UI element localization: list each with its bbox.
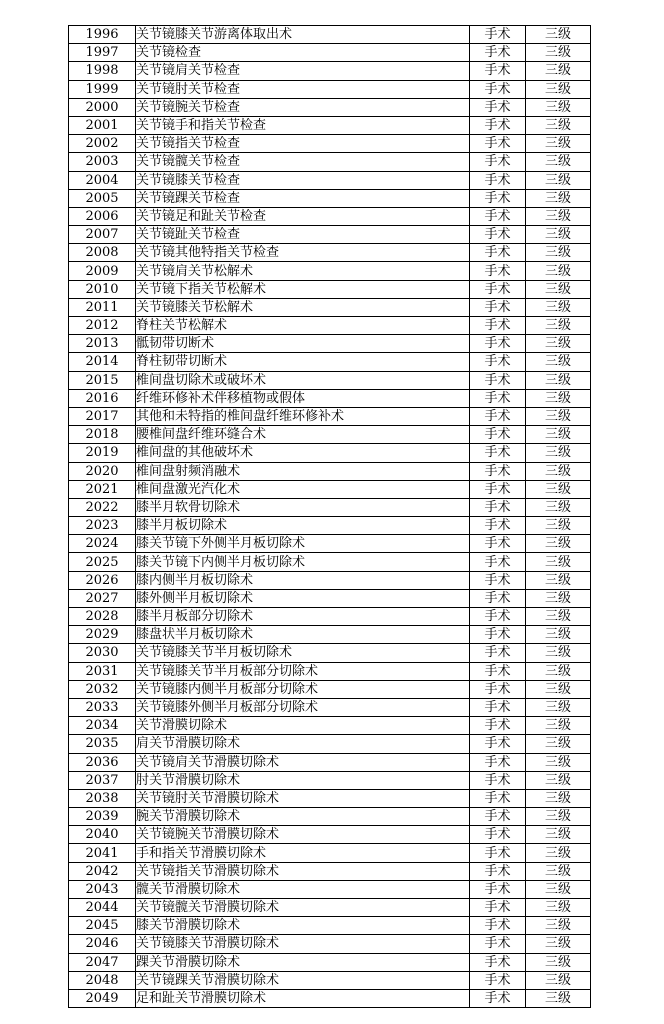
procedure-type-cell: 手术 [470, 844, 526, 862]
row-number-cell: 2010 [69, 280, 136, 298]
procedure-name-cell: 足和趾关节滑膜切除术 [136, 989, 470, 1007]
table-row [69, 662, 591, 680]
procedure-name-cell: 关节镜髋关节检查 [136, 153, 470, 171]
procedure-level-cell: 三级 [526, 335, 591, 353]
row-number-cell: 2047 [69, 953, 136, 971]
table-row [69, 371, 591, 389]
row-number-cell: 2013 [69, 335, 136, 353]
table-row [69, 226, 591, 244]
procedure-type-cell: 手术 [470, 262, 526, 280]
procedure-level-cell: 三级 [526, 717, 591, 735]
procedure-type-cell: 手术 [470, 389, 526, 407]
row-number-cell: 2020 [69, 462, 136, 480]
row-number-cell: 1996 [69, 26, 136, 44]
row-number-cell: 2042 [69, 862, 136, 880]
procedure-level-cell: 三级 [526, 280, 591, 298]
procedure-type-cell: 手术 [470, 98, 526, 116]
procedure-type-cell: 手术 [470, 498, 526, 516]
procedure-type-cell: 手术 [470, 226, 526, 244]
procedure-type-cell: 手术 [470, 116, 526, 134]
procedure-level-cell: 三级 [526, 771, 591, 789]
row-number-cell: 2046 [69, 935, 136, 953]
procedure-type-cell: 手术 [470, 880, 526, 898]
row-number-cell: 2040 [69, 826, 136, 844]
procedure-type-cell: 手术 [470, 371, 526, 389]
procedure-level-cell: 三级 [526, 935, 591, 953]
procedure-level-cell: 三级 [526, 626, 591, 644]
procedure-name-cell: 踝关节滑膜切除术 [136, 953, 470, 971]
procedure-level-cell: 三级 [526, 989, 591, 1007]
row-number-cell: 2038 [69, 789, 136, 807]
row-number-cell: 2043 [69, 880, 136, 898]
row-number-cell: 2028 [69, 608, 136, 626]
procedure-level-cell: 三级 [526, 353, 591, 371]
procedure-name-cell: 关节镜指关节滑膜切除术 [136, 862, 470, 880]
procedure-level-cell: 三级 [526, 80, 591, 98]
table-row [69, 280, 591, 298]
row-number-cell: 2025 [69, 553, 136, 571]
row-number-cell: 2048 [69, 971, 136, 989]
row-number-cell: 2033 [69, 698, 136, 716]
procedure-level-cell: 三级 [526, 135, 591, 153]
row-number-cell: 2001 [69, 116, 136, 134]
procedure-level-cell: 三级 [526, 808, 591, 826]
table-row [69, 335, 591, 353]
table-row [69, 698, 591, 716]
procedure-name-cell: 髋关节滑膜切除术 [136, 880, 470, 898]
table-row [69, 317, 591, 335]
procedure-type-cell: 手术 [470, 808, 526, 826]
procedure-type-cell: 手术 [470, 335, 526, 353]
table-row [69, 298, 591, 316]
procedure-type-cell: 手术 [470, 407, 526, 425]
procedure-name-cell: 椎间盘激光汽化术 [136, 480, 470, 498]
procedure-level-cell: 三级 [526, 389, 591, 407]
table-row [69, 880, 591, 898]
procedure-type-cell: 手术 [470, 571, 526, 589]
procedure-level-cell: 三级 [526, 735, 591, 753]
procedure-name-cell: 关节镜髋关节滑膜切除术 [136, 899, 470, 917]
procedure-type-cell: 手术 [470, 517, 526, 535]
row-number-cell: 2007 [69, 226, 136, 244]
procedure-name-cell: 关节镜肩关节滑膜切除术 [136, 753, 470, 771]
table-row [69, 498, 591, 516]
procedure-type-cell: 手术 [470, 644, 526, 662]
row-number-cell: 2002 [69, 135, 136, 153]
procedure-level-cell: 三级 [526, 26, 591, 44]
procedure-name-cell: 膝半月软骨切除术 [136, 498, 470, 516]
procedure-level-cell: 三级 [526, 444, 591, 462]
procedure-type-cell: 手术 [470, 789, 526, 807]
table-row [69, 207, 591, 225]
procedure-level-cell: 三级 [526, 226, 591, 244]
procedure-type-cell: 手术 [470, 680, 526, 698]
procedure-type-cell: 手术 [470, 135, 526, 153]
row-number-cell: 2036 [69, 753, 136, 771]
procedure-name-cell: 膝外侧半月板切除术 [136, 589, 470, 607]
procedure-name-cell: 关节镜踝关节检查 [136, 189, 470, 207]
row-number-cell: 2016 [69, 389, 136, 407]
procedure-name-cell: 关节镜膝外侧半月板部分切除术 [136, 698, 470, 716]
table-row [69, 989, 591, 1007]
row-number-cell: 2044 [69, 899, 136, 917]
table-row [69, 189, 591, 207]
procedure-name-cell: 膝盘状半月板切除术 [136, 626, 470, 644]
procedure-level-cell: 三级 [526, 789, 591, 807]
procedure-level-cell: 三级 [526, 971, 591, 989]
procedure-name-cell: 肘关节滑膜切除术 [136, 771, 470, 789]
row-number-cell: 2022 [69, 498, 136, 516]
procedure-type-cell: 手术 [470, 153, 526, 171]
table-row [69, 153, 591, 171]
procedure-level-cell: 三级 [526, 116, 591, 134]
row-number-cell: 2034 [69, 717, 136, 735]
procedure-type-cell: 手术 [470, 626, 526, 644]
procedure-type-cell: 手术 [470, 935, 526, 953]
procedure-level-cell: 三级 [526, 462, 591, 480]
procedure-level-cell: 三级 [526, 189, 591, 207]
table-row [69, 571, 591, 589]
procedure-name-cell: 椎间盘射频消融术 [136, 462, 470, 480]
procedure-name-cell: 关节镜膝关节滑膜切除术 [136, 935, 470, 953]
table-row [69, 444, 591, 462]
procedure-type-cell: 手术 [470, 444, 526, 462]
procedure-type-cell: 手术 [470, 426, 526, 444]
procedure-type-cell: 手术 [470, 698, 526, 716]
procedure-name-cell: 膝半月板部分切除术 [136, 608, 470, 626]
procedure-type-cell: 手术 [470, 317, 526, 335]
procedure-name-cell: 关节镜膝关节半月板部分切除术 [136, 662, 470, 680]
table-row [69, 535, 591, 553]
row-number-cell: 2045 [69, 917, 136, 935]
procedure-table-body [69, 26, 591, 1008]
procedure-name-cell: 关节镜下指关节松解术 [136, 280, 470, 298]
procedure-name-cell: 关节镜指关节检查 [136, 135, 470, 153]
procedure-level-cell: 三级 [526, 207, 591, 225]
procedure-level-cell: 三级 [526, 644, 591, 662]
table-row [69, 899, 591, 917]
procedure-level-cell: 三级 [526, 880, 591, 898]
procedure-type-cell: 手术 [470, 171, 526, 189]
row-number-cell: 2003 [69, 153, 136, 171]
procedure-name-cell: 关节镜膝内侧半月板部分切除术 [136, 680, 470, 698]
row-number-cell: 2041 [69, 844, 136, 862]
table-row [69, 98, 591, 116]
table-row [69, 953, 591, 971]
procedure-level-cell: 三级 [526, 953, 591, 971]
procedure-name-cell: 关节镜膝关节松解术 [136, 298, 470, 316]
table-row [69, 589, 591, 607]
procedure-name-cell: 骶韧带切断术 [136, 335, 470, 353]
row-number-cell: 2024 [69, 535, 136, 553]
procedure-type-cell: 手术 [470, 971, 526, 989]
table-row [69, 844, 591, 862]
procedure-name-cell: 关节镜足和趾关节检查 [136, 207, 470, 225]
table-row [69, 389, 591, 407]
row-number-cell: 2032 [69, 680, 136, 698]
procedure-type-cell: 手术 [470, 44, 526, 62]
procedure-type-cell: 手术 [470, 753, 526, 771]
procedure-type-cell: 手术 [470, 826, 526, 844]
table-row [69, 26, 591, 44]
row-number-cell: 2049 [69, 989, 136, 1007]
procedure-level-cell: 三级 [526, 171, 591, 189]
procedure-level-cell: 三级 [526, 753, 591, 771]
procedure-level-cell: 三级 [526, 899, 591, 917]
procedure-name-cell: 关节镜检查 [136, 44, 470, 62]
procedure-level-cell: 三级 [526, 371, 591, 389]
procedure-type-cell: 手术 [470, 862, 526, 880]
row-number-cell: 2026 [69, 571, 136, 589]
procedure-level-cell: 三级 [526, 244, 591, 262]
table-row [69, 771, 591, 789]
procedure-type-cell: 手术 [470, 917, 526, 935]
procedure-type-cell: 手术 [470, 899, 526, 917]
table-row [69, 171, 591, 189]
procedure-level-cell: 三级 [526, 498, 591, 516]
row-number-cell: 2037 [69, 771, 136, 789]
procedure-name-cell: 手和指关节滑膜切除术 [136, 844, 470, 862]
row-number-cell: 2015 [69, 371, 136, 389]
table-row [69, 462, 591, 480]
row-number-cell: 2029 [69, 626, 136, 644]
procedure-type-cell: 手术 [470, 553, 526, 571]
procedure-type-cell: 手术 [470, 953, 526, 971]
procedure-name-cell: 腰椎间盘纤维环缝合术 [136, 426, 470, 444]
table-row [69, 353, 591, 371]
table-row [69, 62, 591, 80]
procedure-level-cell: 三级 [526, 608, 591, 626]
table-row [69, 717, 591, 735]
row-number-cell: 2018 [69, 426, 136, 444]
procedure-name-cell: 纤维环修补术伴移植物或假体 [136, 389, 470, 407]
procedure-name-cell: 关节镜趾关节检查 [136, 226, 470, 244]
procedure-name-cell: 关节镜肩关节松解术 [136, 262, 470, 280]
procedure-name-cell: 肩关节滑膜切除术 [136, 735, 470, 753]
row-number-cell: 2009 [69, 262, 136, 280]
row-number-cell: 2000 [69, 98, 136, 116]
row-number-cell: 2027 [69, 589, 136, 607]
row-number-cell: 2017 [69, 407, 136, 425]
table-row [69, 680, 591, 698]
row-number-cell: 1999 [69, 80, 136, 98]
procedure-type-cell: 手术 [470, 353, 526, 371]
table-row [69, 426, 591, 444]
procedure-type-cell: 手术 [470, 662, 526, 680]
procedure-name-cell: 关节镜其他特指关节检查 [136, 244, 470, 262]
procedure-name-cell: 关节镜肩关节检查 [136, 62, 470, 80]
procedure-level-cell: 三级 [526, 426, 591, 444]
table-row [69, 244, 591, 262]
procedure-level-cell: 三级 [526, 680, 591, 698]
procedure-name-cell: 椎间盘切除术或破坏术 [136, 371, 470, 389]
procedure-type-cell: 手术 [470, 298, 526, 316]
procedure-name-cell: 关节镜腕关节检查 [136, 98, 470, 116]
table-row [69, 862, 591, 880]
procedure-type-cell: 手术 [470, 280, 526, 298]
row-number-cell: 2035 [69, 735, 136, 753]
procedure-type-cell: 手术 [470, 735, 526, 753]
procedure-name-cell: 关节镜肘关节检查 [136, 80, 470, 98]
procedure-level-cell: 三级 [526, 407, 591, 425]
procedure-name-cell: 其他和未特指的椎间盘纤维环修补术 [136, 407, 470, 425]
procedure-name-cell: 膝关节镜下外侧半月板切除术 [136, 535, 470, 553]
procedure-name-cell: 关节镜腕关节滑膜切除术 [136, 826, 470, 844]
row-number-cell: 1997 [69, 44, 136, 62]
table-row [69, 735, 591, 753]
procedure-level-cell: 三级 [526, 571, 591, 589]
row-number-cell: 2030 [69, 644, 136, 662]
table-row [69, 517, 591, 535]
table-row [69, 262, 591, 280]
table-row [69, 789, 591, 807]
table-row [69, 135, 591, 153]
row-number-cell: 2005 [69, 189, 136, 207]
procedure-name-cell: 腕关节滑膜切除术 [136, 808, 470, 826]
procedure-level-cell: 三级 [526, 917, 591, 935]
procedure-type-cell: 手术 [470, 589, 526, 607]
procedure-type-cell: 手术 [470, 189, 526, 207]
table-row [69, 753, 591, 771]
procedure-type-cell: 手术 [470, 717, 526, 735]
procedure-type-cell: 手术 [470, 771, 526, 789]
table-row [69, 917, 591, 935]
procedure-name-cell: 膝关节滑膜切除术 [136, 917, 470, 935]
procedure-level-cell: 三级 [526, 826, 591, 844]
procedure-type-cell: 手术 [470, 207, 526, 225]
procedure-type-cell: 手术 [470, 989, 526, 1007]
row-number-cell: 2039 [69, 808, 136, 826]
procedure-level-cell: 三级 [526, 517, 591, 535]
table-row [69, 626, 591, 644]
table-row [69, 644, 591, 662]
procedure-level-cell: 三级 [526, 98, 591, 116]
procedure-name-cell: 关节镜膝关节半月板切除术 [136, 644, 470, 662]
procedure-level-cell: 三级 [526, 153, 591, 171]
row-number-cell: 2006 [69, 207, 136, 225]
procedure-level-cell: 三级 [526, 317, 591, 335]
table-row [69, 80, 591, 98]
row-number-cell: 2014 [69, 353, 136, 371]
table-row [69, 935, 591, 953]
row-number-cell: 2011 [69, 298, 136, 316]
procedure-type-cell: 手术 [470, 462, 526, 480]
procedure-name-cell: 椎间盘的其他破坏术 [136, 444, 470, 462]
table-row [69, 808, 591, 826]
row-number-cell: 2023 [69, 517, 136, 535]
table-row [69, 553, 591, 571]
row-number-cell: 1998 [69, 62, 136, 80]
procedure-name-cell: 关节镜膝关节游离体取出术 [136, 26, 470, 44]
procedure-level-cell: 三级 [526, 535, 591, 553]
table-row [69, 608, 591, 626]
procedure-type-cell: 手术 [470, 80, 526, 98]
procedure-name-cell: 关节镜肘关节滑膜切除术 [136, 789, 470, 807]
procedure-level-cell: 三级 [526, 862, 591, 880]
row-number-cell: 2019 [69, 444, 136, 462]
procedure-level-cell: 三级 [526, 553, 591, 571]
procedure-type-cell: 手术 [470, 535, 526, 553]
procedure-name-cell: 关节镜踝关节滑膜切除术 [136, 971, 470, 989]
procedure-level-cell: 三级 [526, 44, 591, 62]
table-row [69, 44, 591, 62]
procedure-level-cell: 三级 [526, 298, 591, 316]
procedure-level-cell: 三级 [526, 589, 591, 607]
procedure-level-cell: 三级 [526, 262, 591, 280]
row-number-cell: 2031 [69, 662, 136, 680]
row-number-cell: 2008 [69, 244, 136, 262]
procedure-level-cell: 三级 [526, 480, 591, 498]
procedure-name-cell: 脊柱韧带切断术 [136, 353, 470, 371]
procedure-level-cell: 三级 [526, 62, 591, 80]
row-number-cell: 2012 [69, 317, 136, 335]
procedure-type-cell: 手术 [470, 608, 526, 626]
procedure-name-cell: 脊柱关节松解术 [136, 317, 470, 335]
procedure-type-cell: 手术 [470, 480, 526, 498]
table-row [69, 116, 591, 134]
procedure-name-cell: 关节镜手和指关节检查 [136, 116, 470, 134]
procedure-table [68, 25, 591, 1008]
table-row [69, 407, 591, 425]
row-number-cell: 2004 [69, 171, 136, 189]
procedure-name-cell: 膝关节镜下内侧半月板切除术 [136, 553, 470, 571]
procedure-level-cell: 三级 [526, 698, 591, 716]
table-row [69, 971, 591, 989]
procedure-type-cell: 手术 [470, 26, 526, 44]
procedure-name-cell: 关节滑膜切除术 [136, 717, 470, 735]
procedure-name-cell: 关节镜膝关节检查 [136, 171, 470, 189]
procedure-level-cell: 三级 [526, 662, 591, 680]
procedure-type-cell: 手术 [470, 244, 526, 262]
table-row [69, 826, 591, 844]
row-number-cell: 2021 [69, 480, 136, 498]
procedure-level-cell: 三级 [526, 844, 591, 862]
procedure-name-cell: 膝半月板切除术 [136, 517, 470, 535]
procedure-name-cell: 膝内侧半月板切除术 [136, 571, 470, 589]
procedure-type-cell: 手术 [470, 62, 526, 80]
table-row [69, 480, 591, 498]
